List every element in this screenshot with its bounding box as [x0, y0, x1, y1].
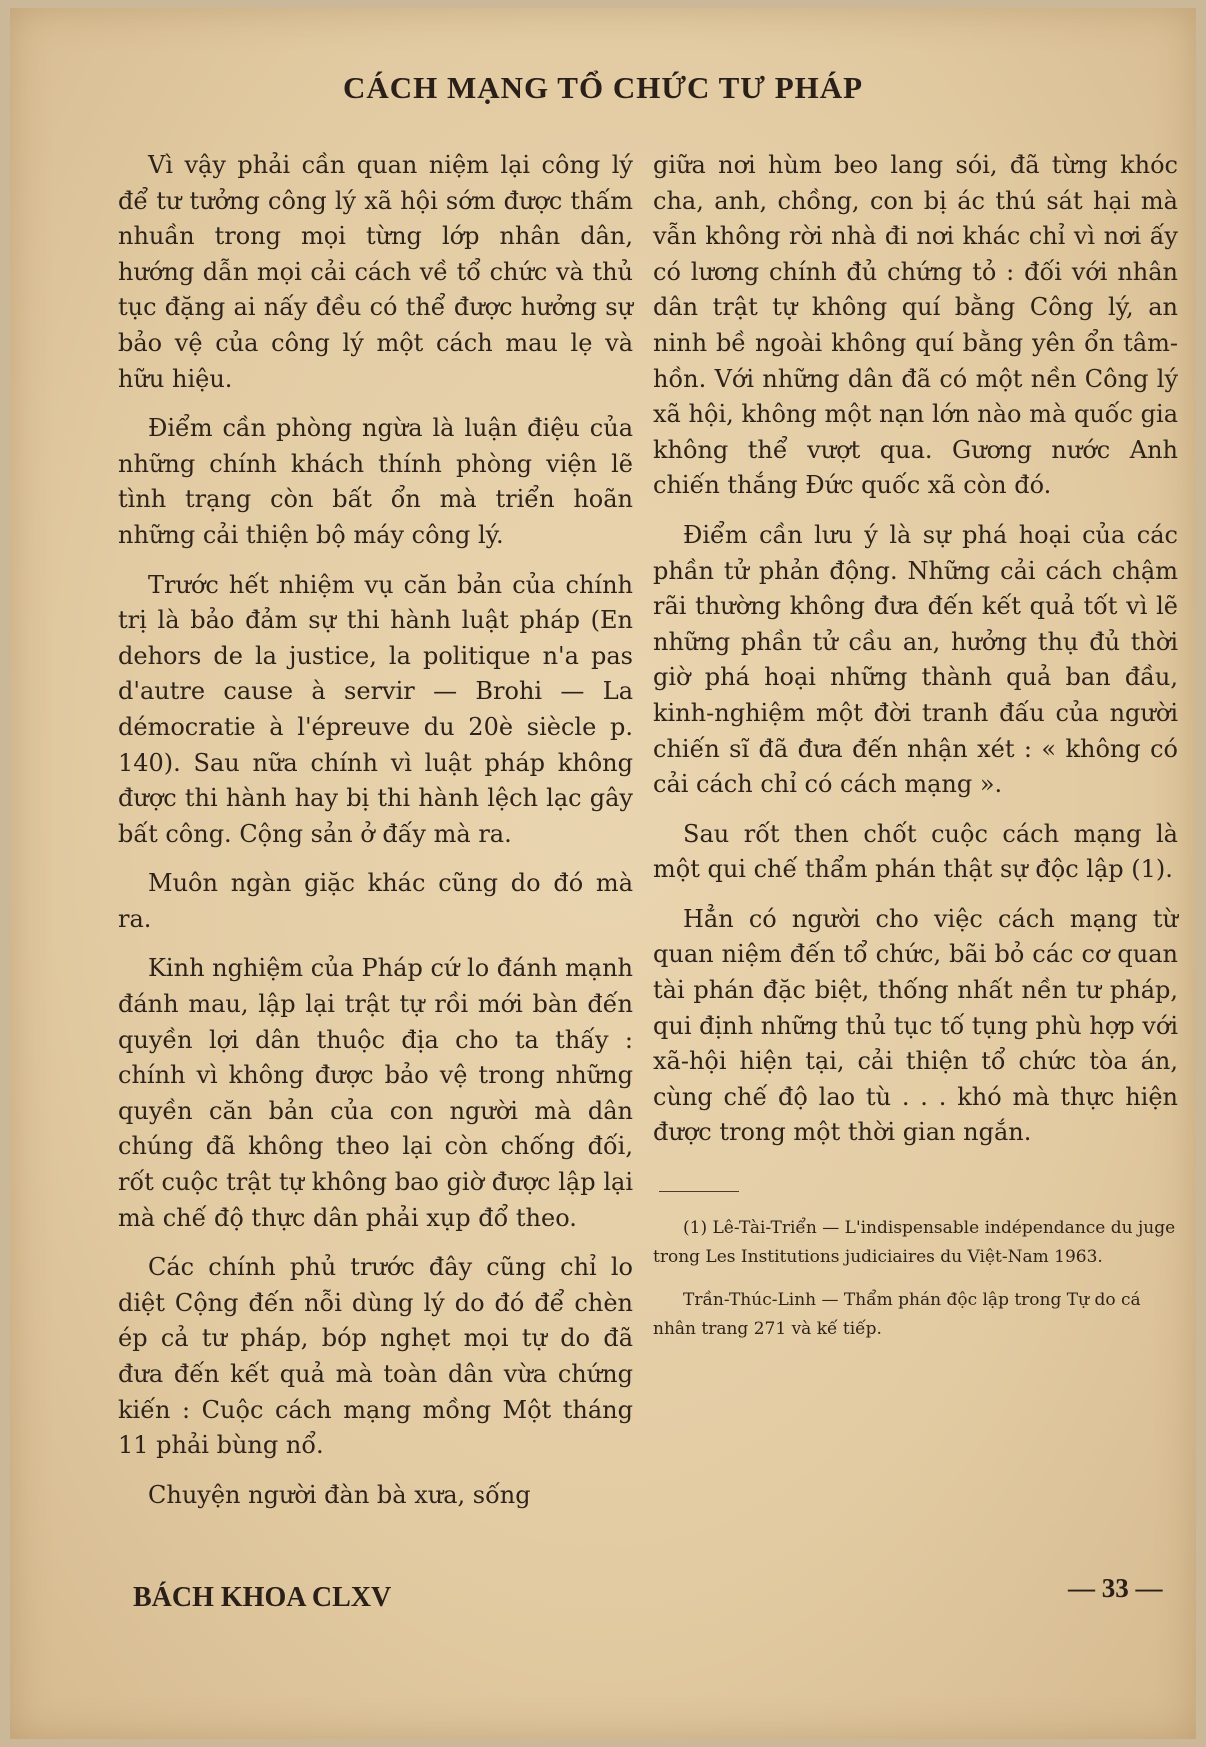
magazine-page — [10, 8, 1196, 1739]
left-paragraph-2: Điểm cần phòng ngừa là luận điệu của những chính khách thính phòng viện lẽ tình trạng còn bất ổn mà triển hoãn những cải thiện bộ máy công lý. — [118, 414, 633, 549]
left-paragraph-6: Các chính phủ trước đây cũng chỉ lo diệt Cộng đến nỗi dùng lý do đó để chèn ép cả tư pháp, bóp nghẹt mọi tự do đã đưa đến kết quả mà toàn dân vừa chứng kiến : Cuộc cách mạng mồng Một tháng 11 phải bùng nổ. — [118, 1253, 633, 1460]
left-paragraph-3: Trước hết nhiệm vụ căn bản của chính trị là bảo đảm sự thi hành luật pháp (En dehors de la justice, la politique n'a pas d'autre cause à servir — Brohi — La démocratie à l'épreuve du 20è siècle p. 140). Sau nữa chính vì luật pháp không được thi hành hay bị thi hành lệch lạc gây bất công. Cộng sản ở đấy mà ra. — [118, 570, 633, 848]
left-paragraph-4: Muôn ngàn giặc khác cũng do đó mà ra. — [118, 869, 633, 933]
right-paragraph-2: Điểm cần lưu ý là sự phá hoại của các phần tử phản động. Những cải cách chậm rãi thường không đưa đến kết quả tốt vì lẽ những phần tử cầu an, hưởng thụ đủ thời giờ phá hoại những thành quả ban đầu, kinh-nghiệm một đời tranh đấu của người chiến sĩ đã đưa đến nhận xét : « không có cải cách chỉ có cách mạng ». — [653, 520, 1178, 799]
right-paragraph-3: Sau rốt then chốt cuộc cách mạng là một qui chế thẩm phán thật sự độc lập (1). — [653, 819, 1178, 884]
right-paragraph-4: Hẳn có người cho việc cách mạng từ quan niệm đến tổ chức, bãi bỏ các cơ quan tài phán đặc biệt, thống nhất nền tư pháp, qui định những thủ tục tố tụng phù hợp với xã-hội hiện tại, cải thiện tổ chức tòa án, cùng chế độ lao tù . . . khó mà thực hiện được trong một thời gian ngắn. — [653, 904, 1178, 1147]
left-paragraph-7: Chuyện người đàn bà xưa, sống — [148, 1480, 531, 1509]
right-column — [653, 148, 1178, 1358]
page-number: — 33 — — [1068, 1573, 1163, 1603]
footnote-2: Trần-Thúc-Linh — Thẩm phán độc lập trong Tự do cá nhân trang 271 và kế tiếp. — [653, 1290, 1141, 1340]
left-paragraph-5: Kinh nghiệm của Pháp cứ lo đánh mạnh đánh mau, lập lại trật tự rồi mới bàn đến quyền lợi dân thuộc địa cho ta thấy : chính vì không được bảo vệ trong những quyền căn bản của con người mà dân chúng đã không theo lại còn chống đối, rốt cuộc trật tự không bao giờ được lập lại mà chế độ thực dân phải xụp đổ theo. — [118, 954, 633, 1232]
running-title: CÁCH MẠNG TỔ CHỨC TƯ PHÁP — [342, 70, 864, 105]
footnote-divider — [659, 1191, 739, 1192]
right-paragraph-1: giữa nơi hùm beo lang sói, đã từng khóc cha, anh, chồng, con bị ác thú sát hại mà vẫn không rời nhà đi nơi khác chỉ vì nơi ấy có lương chính đủ chứng tỏ : đối với nhân dân trật tự không quí bằng Công lý, an ninh bề ngoài không quí bằng yên ổn tâm-hồn. Với những dân đã có một nền Công lý xã hội, không một nạn lớn nào mà quốc gia không thể vượt qua. Gương nước Anh chiến thắng Đức quốc xã còn đó. — [653, 151, 1178, 500]
left-paragraph-1: Vì vậy phải cần quan niệm lại công lý để tư tưởng công lý xã hội sớm được thấm nhuần trong mọi từng lớp nhân dân, hướng dẫn mọi cải cách về tổ chức và thủ tục đặng ai nấy đều có thể được hưởng sự bảo vệ của công lý một cách mau lẹ và hữu hiệu. — [118, 151, 633, 393]
left-column — [118, 148, 633, 1527]
publication-title: BÁCH KHOA CLXV — [133, 1582, 392, 1613]
footnote-1: (1) Lê-Tài-Triển — L'indispensable indépendance du juge trong Les Institutions judiciaires du Việt-Nam 1963. — [653, 1218, 1176, 1268]
